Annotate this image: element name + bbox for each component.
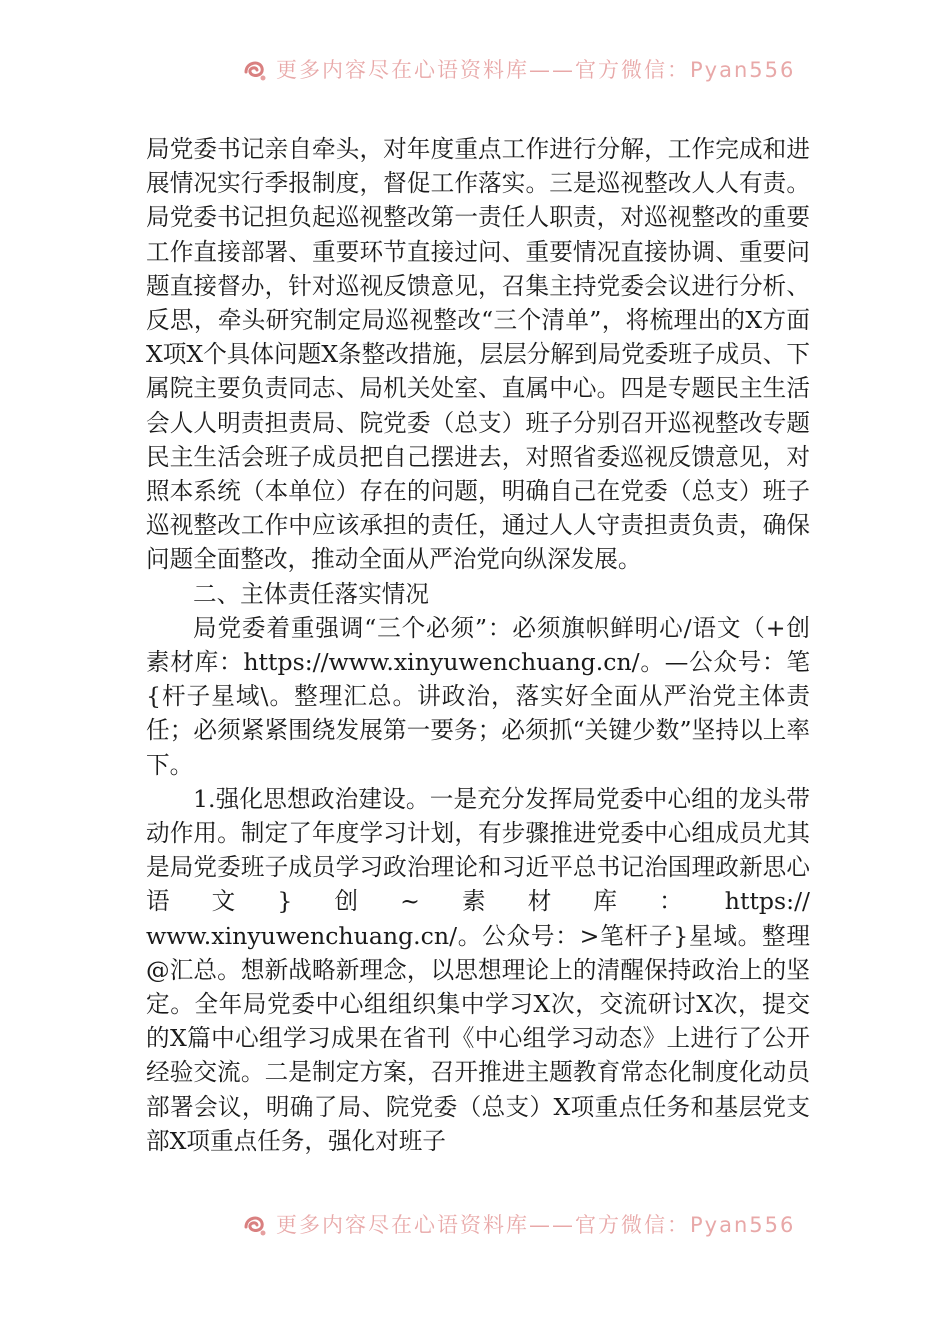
header-watermark-banner (240, 52, 795, 86)
section-heading: 二、主体责任落实情况 (193, 579, 429, 608)
paragraph-political-building-part1: 1.强化思想政治建设。一是充分发挥局党委中心组的龙头带动作用。制定了年度学习计划，有步骤推进党委中心组成员尤其是局党委班子成员学习政治理论和习近平总书记治国理政新思心语文}创~素材库：https:// (146, 784, 810, 916)
footer-watermark-banner (240, 1207, 795, 1241)
paragraph-political-building-part2: www.xinyuwenchuang.cn/。公众号：>笔杆子}星域。整理@汇总。想新战略新理念，以思想理论上的清醒保持政治上的坚定。全年局党委中心组组织集中学习X次，交流研讨X次，提交的X篇中心组学习成果在省刊《中心组学习动态》上进行了公开经验交流。二是制定方案，召开推进主题教育常态化制度化动员部署会议，明确了局、院党委（总支）X项重点任务和基层党支部X项重点任务，强化对班子 (146, 921, 810, 1155)
document-body (146, 132, 810, 1158)
swirl-logo-icon (240, 1209, 270, 1239)
paragraph-three-musts: 局党委着重强调“三个必须”：必须旗帜鲜明心/语文（+创素材库：https://www.xinyuwenchuang.cn/。—公众号：笔{杆子星域\。整理汇总。讲政治，落实好全面从严治党主体责任；必须紧紧围绕发展第一要务；必须抓“关键少数”坚持以上率下。 (146, 613, 810, 779)
header-watermark-text: 更多内容尽在心语资料库——官方微信：Pyan556 (276, 58, 796, 82)
footer-watermark-text: 更多内容尽在心语资料库——官方微信：Pyan556 (276, 1213, 796, 1237)
paragraph-party-committee-responsibility: 局党委书记亲自牵头，对年度重点工作进行分解，工作完成和进展情况实行季报制度，督促工作落实。三是巡视整改人人有责。局党委书记担负起巡视整改第一责任人职责，对巡视整改的重要工作直接部署、重要环节直接过问、重要情况直接协调、重要问题直接督办，针对巡视反馈意见，召集主持党委会议进行分析、反思，牵头研究制定局巡视整改“三个清单”，将梳理出的X方面X项X个具体问题X条整改措施，层层分解到局党委班子成员、下属院主要负责同志、局机关处室、直属中心。四是专题民主生活会人人明责担责局、院党委（总支）班子分别召开巡视整改专题民主生活会班子成员把自己摆进去，对照省委巡视反馈意见，对照本系统（本单位）存在的问题，明确自己在党委（总支）班子巡视整改工作中应该承担的责任，通过人人守责担责负责，确保问题全面整改，推动全面从严治党向纵深发展。 (146, 135, 810, 574)
swirl-logo-icon (240, 54, 270, 84)
